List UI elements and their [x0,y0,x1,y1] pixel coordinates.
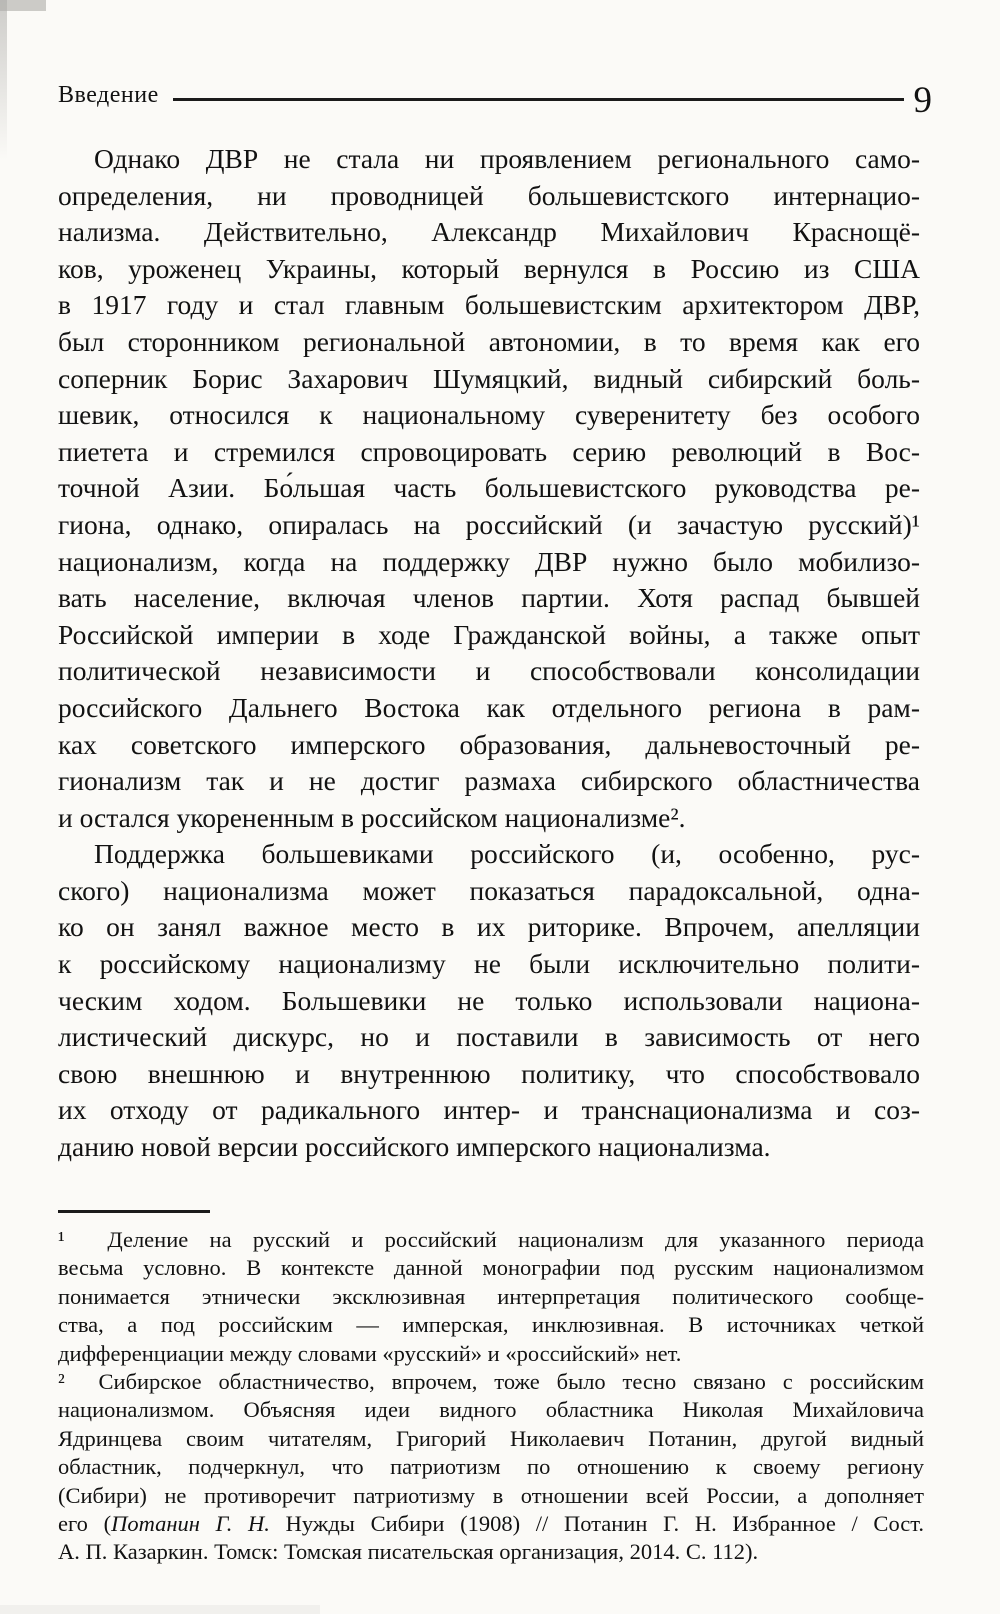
text-line [58,653,920,690]
text-run: данию новой версии российского имперского национализма. [58,1131,771,1163]
text-run: ческим ходом. Большевики не только использовали национа- [58,984,920,1016]
page-header [58,64,932,122]
text-line [58,1453,924,1481]
text-line [58,983,920,1020]
text-run: гионализм так и не достиг размаха сибирского областничества [58,765,920,797]
text-line [58,946,920,983]
text-line [58,690,920,727]
text-run: к российскому национализму не были исключительно полити- [58,948,920,980]
text-run: российского Дальнего Востока как отдельного региона в рам- [58,691,920,723]
text-run: пиетета и стремился спровоцировать серию революций в Вос- [58,435,920,467]
text-line [58,1092,920,1129]
text-run: политической независимости и способствовали консолидации [58,655,920,687]
text-line [58,617,920,654]
text-line [58,1056,920,1093]
text-line [58,287,920,324]
text-line [58,434,920,471]
text-line [58,1538,924,1566]
text-line [58,141,920,178]
text-line [58,1311,924,1339]
text-line [58,1340,924,1368]
text-run: листический дискурс, но и поставили в зависимость от него [58,1021,920,1053]
header-rule [173,98,904,101]
text-run: Однако ДВР не стала ни проявлением регионального само- [94,143,920,174]
text-run: А. П. Казаркин. Томск: Томская писательская организация, 2014. С. 112). [58,1539,759,1565]
text-run: ² Сибирское областничество, впрочем, тоже было тесно связано с российским [58,1368,924,1394]
text-line [58,763,920,800]
text-line [58,324,920,361]
text-run: Поддержка большевиками российского (и, особенно, рус- [94,838,920,870]
text-run: их отходу от радикального интер- и транснационализма и соз- [58,1094,920,1126]
text-line [58,1482,924,1510]
text-run: его ( [58,1510,112,1536]
text-run: дифференциации между словами «русский» и «российский» нет. [58,1340,682,1366]
text-run: нализма. Действительно, Александр Михайлович Краснощё- [58,216,920,248]
text-line [58,580,920,617]
footnote-separator [58,1210,210,1213]
italic-text-run: Потанин Г. Н. [111,1510,270,1536]
text-line [58,836,920,873]
text-line [58,1283,924,1311]
text-line [58,361,920,398]
scan-artifact-left-edge [0,0,7,160]
text-run: шевик, относился к национальному суверенитету без особого [58,399,920,431]
text-run: свою внешнюю и внутреннюю политику, что способствовало [58,1057,920,1089]
text-run: понимается этнически эксклюзивная интерпретация политического сообще- [58,1283,924,1309]
text-run: ского) национализма может показаться парадоксальной, одна- [58,874,920,906]
text-line [58,1226,924,1254]
text-line [58,178,920,215]
text-run: точной Азии. Бо́льшая часть большевистского руководства ре- [58,472,920,504]
text-run: национализм, когда на поддержку ДВР нужно было мобилизо- [58,545,920,577]
text-line [58,1510,924,1538]
text-run: и остался укорененным в российском национализме². [58,801,686,833]
text-run: весьма условно. В контексте данной монографии под русским национализмом [58,1255,924,1281]
text-run: был сторонником региональной автономии, в то время как его [58,325,920,357]
text-line [58,909,920,946]
text-run: определения, ни проводницей большевистского интернацио- [58,179,920,211]
text-run: Нужды Сибири (1908) // Потанин Г. Н. Избранное / Сост. [269,1510,925,1536]
page-number: 9 [913,80,932,122]
text-line [58,1425,924,1453]
text-run: соперник Борис Захарович Шумяцкий, видный сибирский боль- [58,362,920,394]
text-run: ках советского имперского образования, дальневосточный ре- [58,728,920,760]
text-line [58,1129,920,1166]
text-line [58,727,920,764]
text-line [58,397,920,434]
text-line [58,507,920,544]
text-line [58,800,920,837]
running-title: Введение [58,81,159,108]
text-line [58,1019,920,1056]
body-text [58,141,920,1166]
text-run: (Сибири) не противоречит патриотизму в отношении всей России, а дополняет [58,1482,924,1508]
text-run: Российской империи в ходе Гражданской войны, а также опыт [58,618,920,650]
scan-artifact-corner [0,0,46,11]
text-run: вать население, включая членов партии. Хотя распад бывшей [58,582,920,614]
text-run: ¹ Деление на русский и российский национализм для указанного периода [58,1227,924,1252]
text-run: национализмом. Объясняя идеи видного областника Николая Михайловича [58,1397,924,1423]
text-line [58,1254,924,1282]
text-run: гиона, однако, опиралась на российский (и зачастую русский)¹ [58,508,920,540]
footnotes [58,1226,924,1567]
text-line [58,251,920,288]
text-run: ко он занял важное место в их риторике. Впрочем, апелляции [58,911,920,943]
text-line [58,873,920,910]
text-run: ков, уроженец Украины, который вернулся в Россию из США [58,252,920,284]
text-line [58,1396,924,1424]
text-line [58,470,920,507]
text-run: областник, подчеркнул, что патриотизм по отношению к своему региону [58,1454,924,1480]
text-run: в 1917 году и стал главным большевистским архитектором ДВР, [58,289,920,321]
scan-artifact-bottom-edge [0,1605,320,1614]
text-line [58,214,920,251]
text-run: Ядринцева своим читателям, Григорий Николаевич Потанин, другой видный [58,1425,924,1451]
text-line [58,1368,924,1396]
text-line [58,544,920,581]
text-run: ства, а под российским — имперская, инклюзивная. В источниках четкой [58,1312,924,1338]
